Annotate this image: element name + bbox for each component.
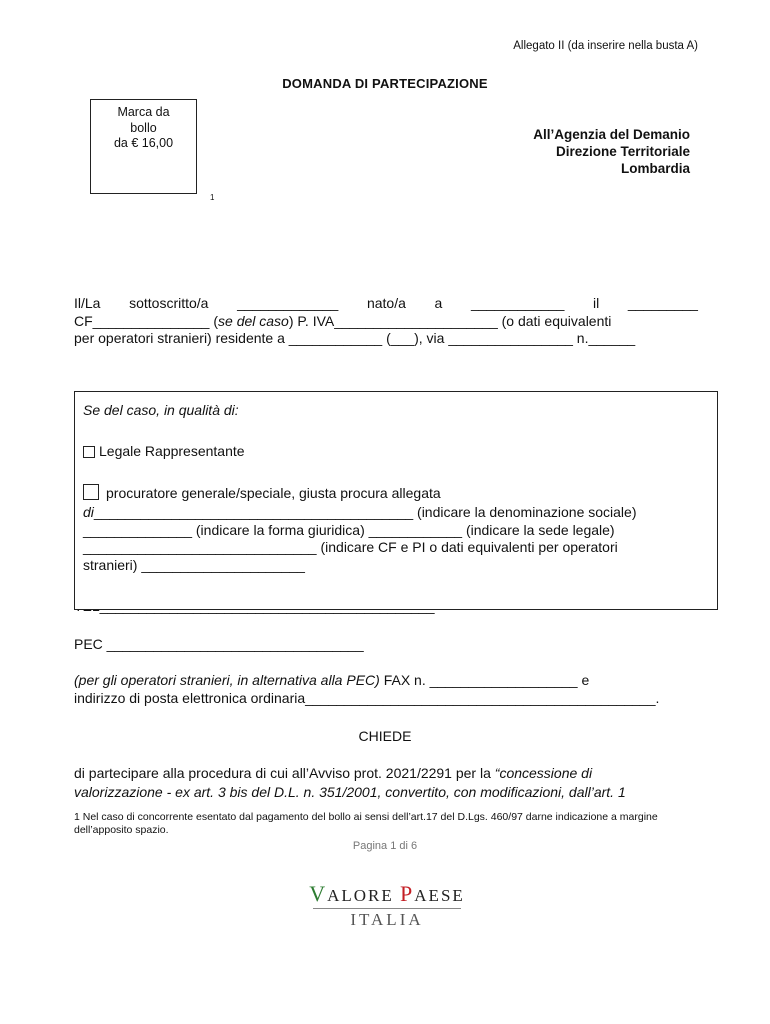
stamp-line: bollo — [130, 120, 157, 135]
foreign-note: (per gli operatori stranieri, in alternativa alla PEC) — [74, 672, 380, 688]
birthdate-field[interactable]: _________ — [627, 295, 698, 311]
text-il-la: Il/La — [74, 295, 101, 311]
request-text: di partecipare alla procedura di cui all’Avviso prot. 2021/2291 per la — [74, 765, 495, 781]
document-title: DOMANDA DI PARTECIPAZIONE — [282, 76, 488, 91]
addressee-line: All’Agenzia del Demanio — [533, 127, 690, 142]
text-il: il — [593, 295, 600, 311]
legal-form-line[interactable]: ______________ (indicare la forma giuridica) ____________ (indicare la sede legale) — [83, 521, 615, 538]
residence-line[interactable]: per operatori stranieri) residente a ____________ (___), via ________________ n.______ — [74, 330, 636, 346]
declarant-paragraph — [74, 295, 698, 348]
request-italic-text: “concessione di — [494, 765, 593, 781]
chiede-heading: CHIEDE — [358, 728, 412, 744]
company-name-field[interactable]: _________________________________________ (indicare la denominazione sociale) — [93, 504, 637, 520]
di-text: di — [83, 504, 94, 520]
foreign-operators-line[interactable]: stranieri) _____________________ — [83, 556, 305, 573]
text-nato: nato/a — [366, 295, 406, 311]
addressee-line: Direzione Territoriale — [555, 144, 690, 159]
addressee-line: Lombardia — [620, 161, 690, 176]
cf-field[interactable]: CF_______________ ( — [74, 312, 219, 329]
capacity-box — [74, 391, 718, 610]
company-name-line[interactable] — [83, 504, 709, 522]
option-legal-representative[interactable] — [83, 443, 709, 459]
logo-letter-v: V — [309, 881, 328, 906]
option-label: Legale Rappresentante — [99, 443, 245, 459]
foreign-contact-paragraph — [74, 672, 698, 707]
declarant-line-1 — [74, 295, 698, 313]
page-indicator: Pagina 1 di 6 — [352, 840, 418, 852]
checkbox[interactable] — [83, 446, 95, 458]
text-sottoscritto: sottoscritto/a — [129, 295, 209, 311]
tax-id-line[interactable]: ______________________________ (indicare CF e PI o dati equivalenti per operatori — [83, 539, 618, 555]
se-del-caso-text: se del caso — [218, 312, 289, 329]
request-paragraph — [74, 764, 698, 802]
checkbox[interactable] — [83, 484, 99, 500]
logo-divider — [313, 908, 461, 909]
option-label: procuratore generale/speciale, giusta procura allegata — [106, 485, 441, 501]
name-field[interactable]: _____________ — [237, 295, 339, 311]
fax-field[interactable]: FAX n. ___________________ e — [379, 672, 590, 688]
text-a: a — [434, 295, 443, 311]
birthplace-field[interactable]: ____________ — [470, 295, 565, 311]
logo-text-alore: ALORE — [327, 886, 394, 905]
footnote: 1 Nel caso di concorrente esentato dal pagamento del bollo ai sensi dell’art.17 del D.Lgs. 460/97 darne indicazione a margine dell’apposito spazio. — [74, 811, 658, 836]
revenue-stamp-box — [90, 99, 197, 194]
capacity-heading: Se del caso, in qualità di: — [83, 402, 239, 418]
addressee-block — [533, 126, 690, 177]
logo-text-aese: AESE — [414, 886, 465, 905]
stamp-line: Marca da — [117, 105, 170, 119]
valore-paese-logo — [307, 881, 467, 930]
vat-field[interactable]: ) P. IVA_____________________ (o dati equivalenti — [288, 312, 612, 329]
annex-label: Allegato II (da inserire nella busta A) — [513, 40, 698, 52]
request-italic-text-2: valorizzazione - ex art. 3 bis del D.L. n. 351/2001, convertito, con modificazioni, dall’art. 1 — [74, 784, 626, 800]
footnote-reference: 1 — [210, 193, 215, 202]
email-field[interactable]: indirizzo di posta elettronica ordinaria_____________________________________________. — [74, 689, 660, 706]
pec-field[interactable]: PEC _________________________________ — [74, 636, 364, 652]
logo-letter-p: P — [400, 881, 415, 906]
declarant-line-2[interactable] — [74, 313, 698, 331]
stamp-line: da € 16,00 — [113, 136, 174, 150]
logo-text-italia: ITALIA — [350, 910, 424, 929]
option-attorney[interactable] — [83, 484, 709, 501]
